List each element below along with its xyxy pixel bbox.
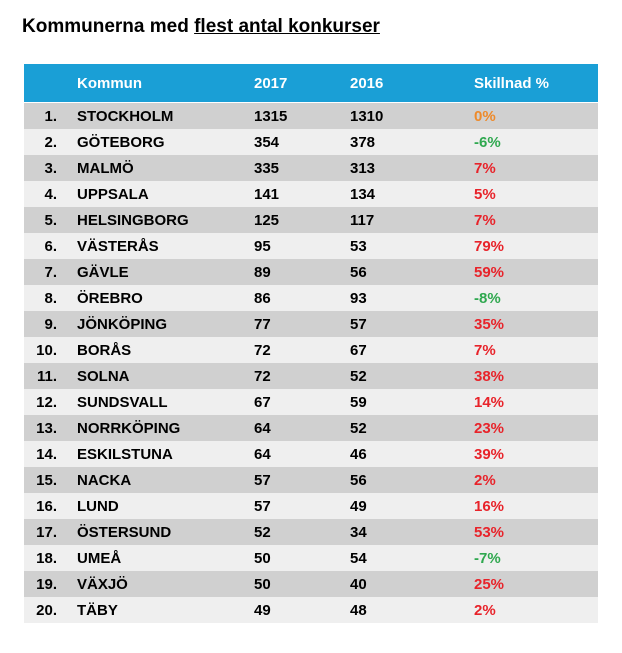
row-skillnad: 5% [474, 185, 496, 203]
table-row [24, 337, 598, 363]
bankruptcy-table [24, 64, 598, 623]
row-2016: 57 [350, 315, 367, 333]
header-kommun: Kommun [77, 74, 142, 92]
row-kommun: STOCKHOLM [77, 107, 174, 125]
header-skillnad: Skillnad % [474, 74, 550, 92]
row-kommun: LUND [77, 497, 119, 515]
row-2017: 354 [254, 133, 280, 151]
row-rank: 8. [44, 289, 57, 307]
table-row [24, 493, 598, 519]
row-2016: 378 [350, 133, 376, 151]
row-2016: 59 [350, 393, 367, 411]
table-row [24, 259, 598, 285]
row-2016: 40 [350, 575, 367, 593]
row-skillnad: 25% [474, 575, 505, 593]
row-2017: 95 [254, 237, 271, 255]
row-2016: 313 [350, 159, 376, 177]
row-kommun: NORRKÖPING [77, 419, 181, 437]
row-2017: 50 [254, 575, 271, 593]
row-2016: 117 [350, 211, 375, 229]
row-rank: 1. [44, 107, 57, 125]
row-2017: 52 [254, 523, 271, 541]
row-skillnad: 38% [474, 367, 505, 385]
row-rank: 20. [36, 601, 57, 619]
row-kommun: NACKA [77, 471, 132, 489]
row-2017: 77 [254, 315, 271, 333]
row-2017: 64 [254, 419, 271, 437]
table-row [24, 285, 598, 311]
row-skillnad: 16% [474, 497, 505, 515]
row-2016: 134 [350, 185, 376, 203]
row-rank: 13. [36, 419, 57, 437]
row-rank: 3. [44, 159, 57, 177]
row-2016: 1310 [350, 107, 384, 125]
table-row [24, 233, 598, 259]
row-rank: 18. [36, 549, 57, 567]
title-underlined: flest antal konkurser [194, 16, 380, 37]
table-row [24, 545, 598, 571]
row-kommun: JÖNKÖPING [77, 315, 168, 333]
row-rank: 19. [36, 575, 57, 593]
row-2016: 53 [350, 237, 367, 255]
row-2016: 67 [350, 341, 367, 359]
page-title [22, 16, 380, 38]
row-2017: 141 [254, 185, 280, 203]
row-2016: 49 [350, 497, 367, 515]
row-2017: 125 [254, 211, 280, 229]
table-row [24, 415, 598, 441]
row-2017: 72 [254, 367, 271, 385]
row-rank: 15. [36, 471, 57, 489]
row-skillnad: 14% [474, 393, 505, 411]
row-kommun: MALMÖ [77, 159, 134, 177]
row-kommun: UMEÅ [77, 549, 122, 567]
table-row [24, 571, 598, 597]
row-skillnad: -6% [474, 133, 501, 151]
table-header [24, 64, 598, 102]
row-kommun: GÖTEBORG [77, 133, 165, 151]
row-skillnad: 2% [474, 601, 496, 619]
row-kommun: BORÅS [77, 341, 132, 359]
row-2016: 52 [350, 419, 367, 437]
table-row [24, 467, 598, 493]
row-kommun: HELSINGBORG [77, 211, 189, 229]
table-row [24, 129, 598, 155]
row-kommun: GÄVLE [77, 263, 129, 281]
table-row [24, 597, 598, 623]
row-2017: 50 [254, 549, 271, 567]
row-2016: 46 [350, 445, 367, 463]
row-2017: 89 [254, 263, 271, 281]
row-rank: 4. [44, 185, 57, 203]
table-row [24, 181, 598, 207]
row-skillnad: 2% [474, 471, 496, 489]
row-skillnad: 7% [474, 159, 496, 177]
row-rank: 2. [44, 133, 57, 151]
header-2016: 2016 [350, 74, 384, 92]
row-rank: 17. [36, 523, 57, 541]
table-row [24, 363, 598, 389]
row-kommun: SOLNA [77, 367, 130, 385]
row-2016: 56 [350, 471, 367, 489]
row-2017: 86 [254, 289, 271, 307]
row-skillnad: 79% [474, 237, 505, 255]
row-2017: 57 [254, 471, 271, 489]
row-skillnad: 7% [474, 211, 496, 229]
row-kommun: VÄXJÖ [77, 575, 128, 593]
row-2016: 52 [350, 367, 367, 385]
row-rank: 6. [44, 237, 57, 255]
row-rank: 5. [44, 211, 57, 229]
row-2016: 93 [350, 289, 367, 307]
row-2016: 56 [350, 263, 367, 281]
row-rank: 7. [44, 263, 57, 281]
row-kommun: ÖREBRO [77, 289, 143, 307]
row-2017: 1315 [254, 107, 288, 125]
row-kommun: SUNDSVALL [77, 393, 168, 411]
row-kommun: VÄSTERÅS [77, 237, 159, 255]
row-skillnad: 39% [474, 445, 505, 463]
row-skillnad: 23% [474, 419, 505, 437]
header-2017: 2017 [254, 74, 288, 92]
table-body [24, 103, 598, 623]
row-rank: 14. [36, 445, 57, 463]
title-prefix: Kommunerna med [22, 16, 195, 37]
row-2016: 54 [350, 549, 367, 567]
row-2017: 335 [254, 159, 280, 177]
row-2017: 64 [254, 445, 271, 463]
row-2016: 34 [350, 523, 367, 541]
row-skillnad: 7% [474, 341, 496, 359]
table-row [24, 155, 598, 181]
row-skillnad: 53% [474, 523, 505, 541]
row-rank: 10. [36, 341, 57, 359]
table-row [24, 103, 598, 129]
table-row [24, 311, 598, 337]
row-2017: 49 [254, 601, 271, 619]
row-2017: 67 [254, 393, 271, 411]
row-skillnad: 0% [474, 107, 496, 125]
row-kommun: UPPSALA [77, 185, 149, 203]
table-row [24, 519, 598, 545]
row-2016: 48 [350, 601, 367, 619]
table-row [24, 207, 598, 233]
row-rank: 12. [36, 393, 57, 411]
row-2017: 57 [254, 497, 271, 515]
table-row [24, 389, 598, 415]
row-rank: 16. [36, 497, 57, 515]
row-kommun: ÖSTERSUND [77, 523, 172, 541]
row-rank: 9. [44, 315, 57, 333]
row-skillnad: -8% [474, 289, 501, 307]
row-kommun: ESKILSTUNA [77, 445, 173, 463]
row-skillnad: 59% [474, 263, 505, 281]
row-2017: 72 [254, 341, 271, 359]
row-skillnad: -7% [474, 549, 501, 567]
row-skillnad: 35% [474, 315, 505, 333]
row-rank: 11. [36, 367, 57, 385]
table-row [24, 441, 598, 467]
row-kommun: TÄBY [77, 601, 118, 619]
